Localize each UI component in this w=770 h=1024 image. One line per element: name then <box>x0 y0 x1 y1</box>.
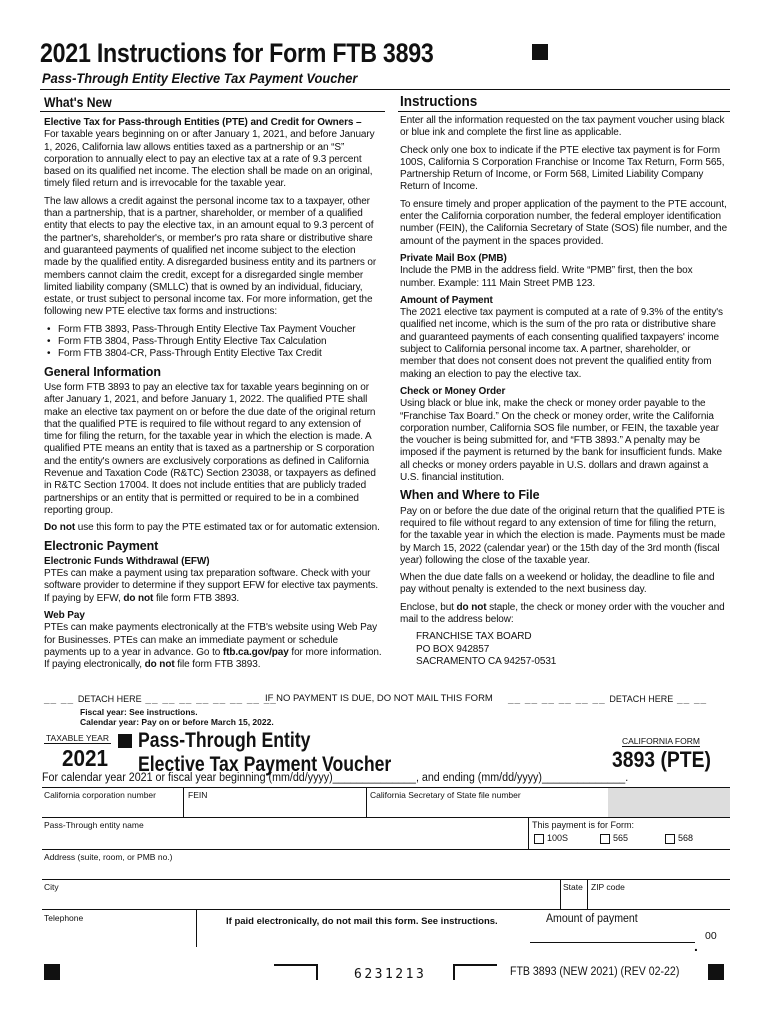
grid-rule <box>42 909 730 910</box>
whats-new-heading: What's New <box>44 95 112 110</box>
voucher-year: 2021 <box>62 745 109 771</box>
left-column <box>44 117 382 676</box>
check-paragraph: Using black or blue ink, make the check or money order payable to the “Franchise Tax Board.” On the check or money order, write the California corporation number, California SOS file number, or FEIN, the taxable year the voucher is being submitted for, and “FTB 3893.” A penalty may be imposed if the payment is returned by the bank for insufficient funds. Make all checks or money orders payable in U.S. dollars and drawn against a U.S. financial institution. <box>400 398 722 484</box>
webpay-link[interactable]: ftb.ca.gov/pay <box>222 646 289 658</box>
sos-label: California Secretary of State file number <box>370 790 521 800</box>
credit-paragraph: The law allows a credit against the personal income tax to a taxpayer, other than a partnership, that is a partner, shareholder, or member of a qualified entity that elects to pay the elective tax, in an amount equal to 9.3 percent of the partner's, shareholder's, or member's pro rata share or distributive share and guaranteed payments of qualified net income subject to the election made by the qualified entity. A disregarded business entity and its partners or members cannot claim the credit, except for a disregarded single member limited liability company (SMLLC) that is owned by an individual, fiduciary, estate, or trust subject to personal income tax. For more information, get the following new PTE elective tax forms and instructions: <box>44 195 377 318</box>
list-item: • Form FTB 3893, Pass-Through Entity Elective Tax Payment Voucher <box>44 324 382 336</box>
form-footer: FTB 3893 (NEW 2021) (REV 02-22) <box>510 966 680 978</box>
page-title: 2021 Instructions for Form FTB 3893 <box>40 38 434 68</box>
instructions-heading: Instructions <box>400 93 478 110</box>
registration-mark <box>532 44 548 60</box>
instructions-p3: To ensure timely and proper application of the payment to the PTE account, enter the California corporation number, the federal employer identification number (FEIN), the California Secretary of State (SOS) file number, and the amount of the payment in the spaces provided. <box>400 198 728 247</box>
detach-left: __ __ DETACH HERE __ __ __ __ __ __ __ __ <box>44 694 277 705</box>
corner-mark <box>453 964 497 980</box>
address-input[interactable] <box>44 862 724 878</box>
instructions-p1: Enter all the information requested on the tax payment voucher using black or blue ink and complete the first line as applicable. <box>400 115 725 139</box>
entity-name-label: Pass-Through entity name <box>44 820 144 830</box>
electronic-note: If paid electronically, do not mail this form. See instructions. <box>226 916 498 927</box>
telephone-label: Telephone <box>44 913 84 923</box>
grid-rule <box>42 849 730 850</box>
registration-mark <box>118 734 132 748</box>
option-568[interactable]: 568 <box>665 833 693 844</box>
zip-input[interactable] <box>589 892 727 908</box>
amount-paragraph: The 2021 elective tax payment is computed at a rate of 9.3% of the entity's qualified net income, which is the sum of the pro rata or distributive share and guaranteed payments of each consenting qualified taxpayers' income subject to California personal income tax. A partner, shareholder, or member that does not consent does not prevent the qualified entity from making an election to pay the elective tax. <box>400 307 723 380</box>
elective-tax-paragraph: For taxable years beginning on or after January 1, 2021, and before January 1, 2026, California law allows entities taxed as a partnership or an “S” corporation to annually elect to pay an elective tax at a rate of 9.3 percent based on its qualified net income. The election shall be made on an original, timely filed return and is irrevocable for the taxable year. <box>44 129 375 190</box>
checkbox-100s[interactable] <box>534 834 544 844</box>
general-info-paragraph: Use form FTB 3893 to pay an elective tax for taxable years beginning on or after January 1, 2021, and before January 1, 2022. The qualified PTE shall make an elective tax payment on or before the due date of the original return that the qualified PTE is required to file without regard to any extension of time for filing the return, for the taxable year in which the election is made. A qualified PTE means an entity that is taxed as a partnership or S corporation and the entity's owners are exclusively corporations as defined in California Revenue and Taxation Code (R&TC) Section 23038, or taxpayers as defined in R&TC Section 17004. It does not include entities that are publicly traded partnerships or an entity that is permitted or required to be in a combined reporting group. <box>44 381 376 516</box>
city-input[interactable] <box>44 892 554 908</box>
city-label: City <box>44 882 59 892</box>
state-input[interactable] <box>562 892 586 908</box>
no-payment-notice: IF NO PAYMENT IS DUE, DO NOT MAIL THIS FORM <box>265 693 493 704</box>
telephone-input[interactable] <box>44 924 194 942</box>
amount-label: Amount of payment <box>546 913 638 925</box>
fein-input[interactable] <box>184 790 366 817</box>
divider <box>196 909 197 947</box>
ca-form-label: CALIFORNIA FORM <box>622 736 700 746</box>
corner-mark <box>274 964 318 980</box>
state-label: State <box>563 882 583 892</box>
list-item: • Form FTB 3804, Pass-Through Entity Elective Tax Calculation <box>44 336 382 348</box>
due-dates: Fiscal year: See instructions. Calendar year: Pay on or before March 15, 2022. <box>80 707 274 727</box>
grid-rule <box>42 879 730 880</box>
amount-input[interactable] <box>530 942 695 943</box>
period-line[interactable]: For calendar year 2021 or fiscal year beginning (mm/dd/yyyy)______________, and ending (mm/dd/yyyy)______________. <box>42 772 629 784</box>
voucher-title: Pass-Through Entity Elective Tax Payment Voucher <box>138 729 392 776</box>
elective-tax-heading: Elective Tax for Pass-through Entities (PTE) and Credit for Owners – <box>44 117 362 128</box>
shaded-box <box>608 788 730 817</box>
decimal-point: . <box>694 938 698 954</box>
webpay-paragraph: PTEs can make payments electronically at the FTB's website using Web Pay for Businesses. PTEs can make an immediate payment or schedule payments up to a year in advance. Go to ftb.ca.gov/pay for more information. If paying electronically, do not file form FTB 3893. <box>44 622 382 671</box>
registration-mark <box>708 964 724 980</box>
when-p3: Enclose, but do not staple, the check or money order with the voucher and mail to the address below: <box>400 601 725 625</box>
checkbox-565[interactable] <box>600 834 610 844</box>
registration-mark <box>44 964 60 980</box>
fein-label: FEIN <box>188 790 208 800</box>
zip-label: ZIP code <box>591 882 625 892</box>
webpay-heading: Web Pay <box>44 609 85 621</box>
list-item: • Form FTB 3804-CR, Pass-Through Entity Elective Tax Credit <box>44 348 382 360</box>
check-heading: Check or Money Order <box>400 385 506 397</box>
left-rule <box>40 111 385 112</box>
when-p2: When the due date falls on a weekend or holiday, the deadline to file and pay without penalty is extended to the next business day. <box>400 572 715 596</box>
divider <box>528 817 529 849</box>
pmb-paragraph: Include the PMB in the address field. Write “PMB” first, then the box number. Example: 111 Main Street PMB 123. <box>400 265 693 289</box>
when-where-heading: When and Where to File <box>400 488 540 503</box>
corp-number-label: California corporation number <box>44 790 156 800</box>
divider <box>587 879 588 909</box>
right-rule <box>398 111 730 112</box>
entity-name-input[interactable] <box>44 830 524 848</box>
right-column <box>400 115 728 674</box>
option-565[interactable]: 565 <box>600 833 628 844</box>
page-subtitle: Pass-Through Entity Elective Tax Payment Voucher <box>42 70 358 86</box>
pmb-heading: Private Mail Box (PMB) <box>400 252 507 264</box>
checkbox-568[interactable] <box>665 834 675 844</box>
efw-heading: Electronic Funds Withdrawal (EFW) <box>44 555 210 567</box>
mailing-address: FRANCHISE TAX BOARD PO BOX 942857 SACRAMENTO CA 94257-0531 <box>416 631 557 668</box>
option-100s[interactable]: 100S <box>534 833 568 844</box>
taxable-year-label: TAXABLE YEAR <box>46 733 109 743</box>
barcode-number: 6231213 <box>354 967 427 982</box>
general-info-heading: General Information <box>44 364 161 379</box>
detach-right: __ __ __ __ __ __ DETACH HERE __ __ <box>508 694 708 705</box>
form-number: 3893 (PTE) <box>612 747 711 772</box>
when-p1: Pay on or before the due date of the original return that the qualified PTE is required to file without regard to any extension of time for filing the return, for the taxable year in which the election is made. Payments must be made by March 15, 2022 (calendar year) or the 15th day of the 3rd month (fiscal year) following the close of the taxable year. <box>400 505 726 566</box>
amount-heading: Amount of Payment <box>400 294 493 306</box>
grid-rule <box>42 817 730 818</box>
do-not-use-paragraph: Do not use this form to pay the PTE estimated tax or for automatic extension. <box>44 522 380 534</box>
efw-paragraph: PTEs can make a payment using tax preparation software. Check with your software provider to determine if they support EFW for elective tax payments. If paying by EFW, do not file form FTB 3893. <box>44 568 379 604</box>
divider <box>560 879 561 909</box>
header-rule <box>40 89 730 90</box>
sos-input[interactable] <box>367 790 607 817</box>
instructions-p2: Check only one box to indicate if the PTE elective tax payment is for Form 100S, California S Corporation Franchise or Income Tax Return, Form 565, Partnership Return of Income, or Form 568, Limited Liability Company Return of Income. <box>400 144 725 193</box>
amount-cents: 00 <box>705 930 717 942</box>
payment-for-label: This payment is for Form: <box>532 820 635 830</box>
corp-number-input[interactable] <box>44 790 183 817</box>
electronic-payment-heading: Electronic Payment <box>44 538 159 553</box>
forms-list <box>44 324 382 361</box>
address-label: Address (suite, room, or PMB no.) <box>44 852 173 862</box>
